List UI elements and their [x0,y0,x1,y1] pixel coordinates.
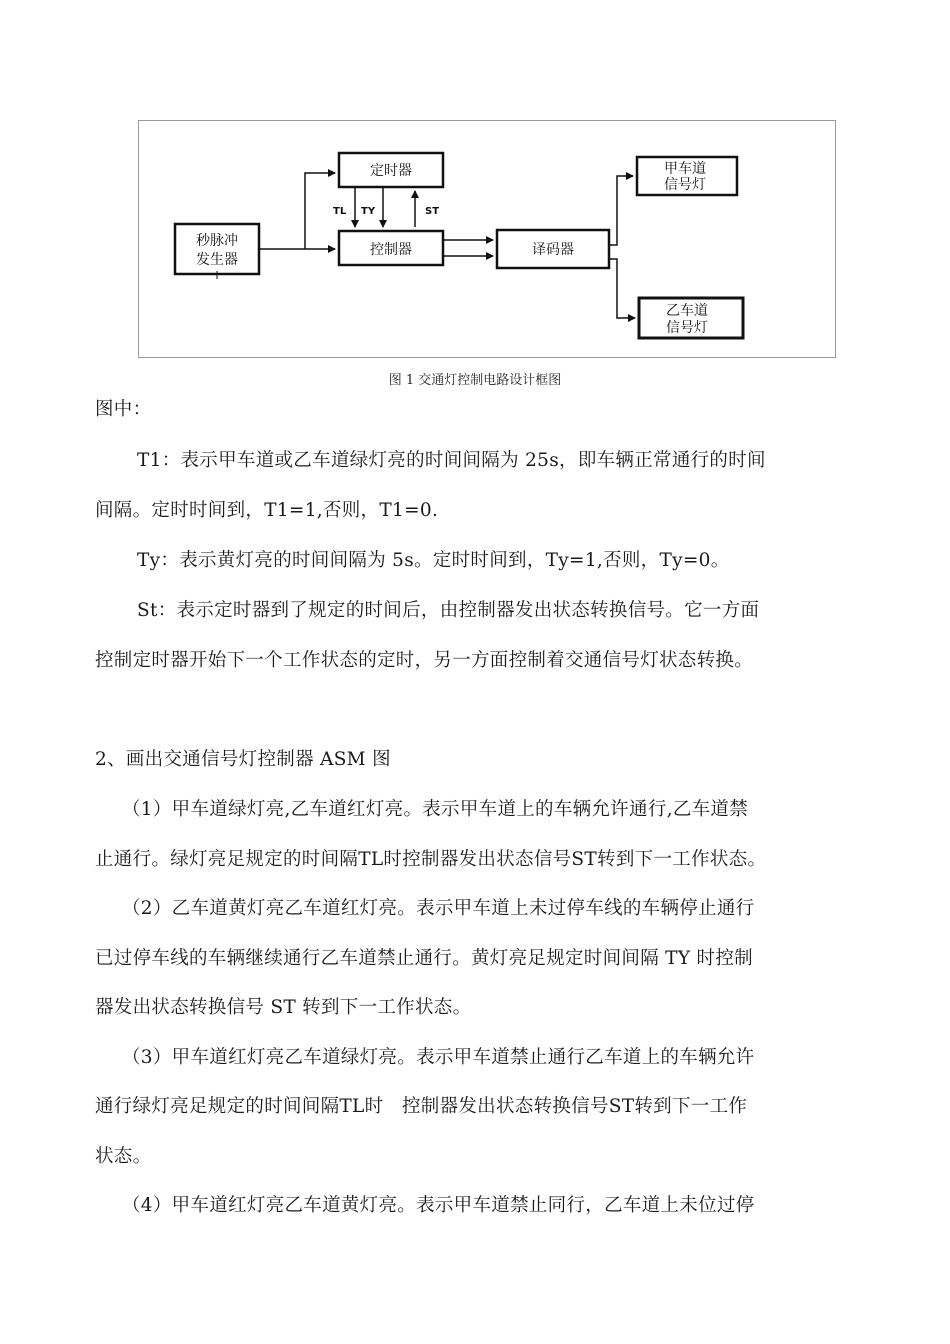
light-b-block [639,298,743,338]
light-a-label-2: 信号灯 [664,177,706,193]
block-diagram-svg [139,121,837,359]
light-a-block [637,157,737,195]
controller-block [339,231,443,265]
figure-caption: 图 1 交通灯控制电路设计框图 [388,373,562,388]
timer-label: 定时器 [370,163,412,179]
st-line-2: 控制定时器开始下一个工作状态的定时，另一方面控制着交通信号灯状态转换。 [95,650,754,671]
state-4-line-1: （4）甲车道红灯亮乙车道黄灯亮。表示甲车道禁止同行，乙车道上未位过停 [122,1195,755,1216]
st-line-1: St：表示定时器到了规定的时间后，由控制器发出状态转换信号。它一方面 [137,600,760,621]
decoder-to-light-a-arrow [609,176,633,245]
intro-text: 图中： [95,399,152,420]
state-3-line-1: （3）甲车道红灯亮乙车道绿灯亮。表示甲车道禁止通行乙车道上的车辆允许 [122,1047,755,1068]
pulse-generator-block [175,224,259,279]
state-3-line-3: 状态。 [95,1146,152,1167]
pulse-label-1: 秒脉冲 [196,233,238,249]
decoder-to-light-b-arrow [609,259,635,318]
state-2-line-2: 已过停车线的车辆继续通行乙车道禁止通行。黄灯亮足规定时间间隔 TY 时控制 [95,948,753,969]
block-diagram [138,120,836,358]
timer-block [339,153,443,187]
pulse-to-timer-arrow [305,173,335,249]
tl-label: TL [333,206,347,217]
decoder-block [497,230,609,268]
state-2-line-1: （2）乙车道黄灯亮乙车道红灯亮。表示甲车道上未过停车线的车辆停止通行 [122,898,755,919]
light-b-label-2: 信号灯 [666,320,708,336]
ty-line: Ty：表示黄灯亮的时间间隔为 5s。定时时间到，Ty=1,否则，Ty=0。 [137,550,730,571]
st-label: ST [425,206,440,217]
light-b-label-1: 乙车道 [666,303,708,319]
state-3-line-2: 通行绿灯亮足规定的时间间隔TL时 控制器发出状态转换信号ST转到下一工作 [95,1096,748,1117]
t1-line-1: T1：表示甲车道或乙车道绿灯亮的时间间隔为 25s，即车辆正常通行的时间 [137,450,766,471]
ty-label: TY [361,206,376,217]
section-2-heading: 2、画出交通信号灯控制器 ASM 图 [95,749,391,770]
pulse-label-2: 发生器 [196,252,238,268]
state-1-line-1: （1）甲车道绿灯亮,乙车道红灯亮。表示甲车道上的车辆允许通行,乙车道禁 [122,799,749,820]
t1-line-2: 间隔。定时时间到，T1=1,否则，T1=0. [95,500,439,521]
decoder-label: 译码器 [532,242,574,258]
controller-label: 控制器 [370,242,412,258]
state-1-line-2: 止通行。绿灯亮足规定的时间隔TL时控制器发出状态信号ST转到下一工作状态。 [95,849,767,870]
state-2-line-3: 器发出状态转换信号 ST 转到下一工作状态。 [95,997,472,1018]
light-a-label-1: 甲车道 [664,161,706,177]
